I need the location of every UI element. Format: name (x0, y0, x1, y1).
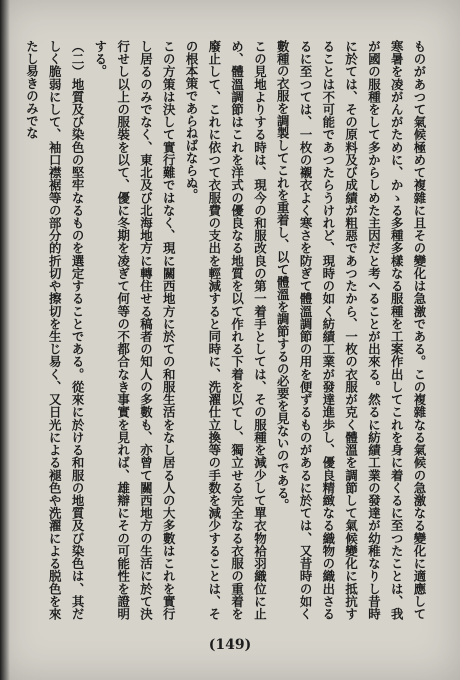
vertical-body-text (24, 40, 430, 620)
paragraph: この見地よりする時は、現今の和服改良の第一着手としては、その服種を減少して單衣物袷羽織位に止め、體溫調節はこれを洋式の優良なる地質を以て作れる下着を以てし、獨立せる完全なる衣服の重着を廢止して、これに依つて衣服費の支出を輕減すると同時に、洗濯仕立換等の手数を減少することは、その根本策であらねばならぬ。 (184, 40, 268, 620)
paragraph: （二）地質及び染色の堅牢なるものを選定することである。從來に於ける和服の地質及び染色は、其だしく脆弱にして、袖口襟裾等の部分的折切や擦切を生じ易く、又日光による褪色や洗濯による脱色を來たし易きのみでな (24, 40, 86, 620)
page-number: (149) (208, 637, 252, 653)
binding-shadow (0, 0, 10, 680)
paragraph: この方策は決して實行難ではなく、現に關西地方に於ての和服生活をなし居る人の大多數はこれを實行し居るのみでなく、東北及び北海地方に轉住せる稿者の知人の多數も、亦曾て關西地方の生活に於て決行せし以上の服裝を以て、優に冬期を凌ぎて何等の不都合なき事實を見れば、雄辯にその可能性を證明する。 (92, 40, 177, 620)
paragraph: ものがあつて氣候極めて複雜に且その變化は急激である。この複雜なる氣候の急激なる變化に適應して寒暑を凌がんがために、かゝる多種多樣なる服種を工案作出してこれを身に着くるに至つたことは、我が國の服種をして多からしめた主因だと考へることが出來る。然るに紡績工業の發達が幼稚なりし昔時に於ては、その原料及び成績が粗惡であつたから、一枚の衣服が克く體溫を調節して氣候變化に抵抗することは不可能であつたらうけれど、現時の如く紡績工業が發達進歩し、優良精緻なる織物の織出さるるに至つては、一枚の襯衣よく寒さを防ぎて體溫調節の用を便ずるものがあるに於ては、又昔時の如く數種の衣服を調製してこれを重着し、以て體溫を調節するの必要を見ないのである。 (275, 40, 427, 620)
